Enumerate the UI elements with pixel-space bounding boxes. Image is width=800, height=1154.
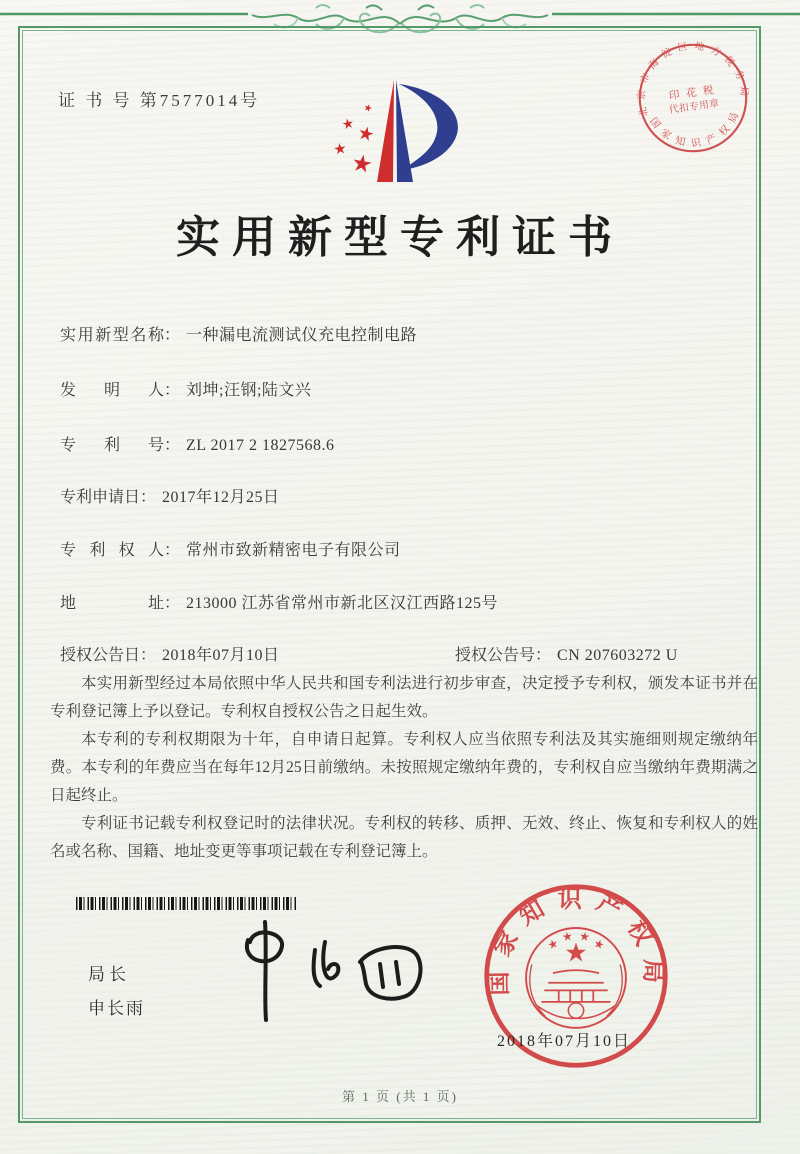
field-row-name	[60, 322, 417, 345]
field-row-patentee	[60, 537, 401, 560]
field-label: 授权公告号	[455, 647, 536, 664]
field-value: 刘坤;汪钢;陆文兴	[186, 382, 312, 399]
field-label: 实用新型名称	[60, 327, 164, 344]
field-colon: ：	[164, 327, 181, 344]
field-label: 专利号	[60, 437, 164, 454]
tax-stamp	[633, 38, 753, 158]
field-row-filing-date	[60, 484, 280, 507]
field-colon: ：	[535, 647, 552, 664]
field-colon: ：	[164, 382, 181, 399]
certificate-title: 实用新型专利证书	[176, 213, 624, 262]
director-signature	[220, 912, 435, 1027]
national-emblem	[526, 928, 626, 1028]
field-colon: ：	[164, 595, 181, 612]
field-row-patent-number	[60, 432, 334, 455]
field-label: 发明人	[60, 382, 164, 399]
field-label: 专利申请日	[60, 489, 141, 506]
field-colon: ：	[164, 542, 181, 559]
field-value: 一种漏电流测试仪充电控制电路	[186, 327, 418, 344]
field-row-grant-date	[60, 642, 678, 665]
field-grant-number	[455, 642, 678, 665]
director-title-label: 局长	[88, 965, 130, 984]
field-label: 授权公告日	[60, 647, 141, 664]
tax-stamp-ring-top-text: 北京市海淀区地方税务局	[636, 40, 750, 118]
field-value: 2017年12月25日	[162, 489, 280, 506]
field-value: CN 207603272 U	[557, 647, 678, 664]
field-value: 213000 江苏省常州市新北区汉江西路125号	[186, 595, 499, 612]
cnipa-logo	[325, 72, 475, 197]
field-row-inventors	[60, 377, 311, 400]
barcode	[76, 897, 296, 910]
svg-text:国家知识产权局	[486, 886, 667, 996]
field-label: 地址	[60, 595, 164, 612]
legal-text-block	[50, 670, 758, 866]
seal-ring-text: 国家知识产权局	[486, 886, 666, 996]
seal-date: 2018年07月10日	[497, 1033, 632, 1050]
legal-paragraph-3: 专利证书记载专利权登记时的法律状况。专利权的转移、质押、无效、终止、恢复和专利权人的姓名或名称、国籍、地址变更等事项记载在专利登记簿上。	[50, 815, 758, 860]
page-number: 第 1 页 (共 1 页)	[342, 1089, 458, 1104]
tax-stamp-ring-bottom-text: 国家知识产权局	[647, 105, 744, 151]
field-value: ZL 2017 2 1827568.6	[186, 437, 335, 454]
tax-stamp-center-line2: 代扣专用章	[668, 98, 721, 116]
field-label: 专利权人	[60, 542, 164, 559]
field-colon: ：	[164, 437, 181, 454]
certificate-number: 证 书 号 第7577014号	[58, 91, 261, 110]
field-colon: ：	[140, 647, 157, 664]
field-colon: ：	[140, 489, 157, 506]
logo-p-mark	[377, 80, 458, 182]
logo-stars	[334, 103, 375, 173]
field-value: 2018年07月10日	[162, 647, 280, 664]
legal-paragraph-1: 本实用新型经过本局依照中华人民共和国专利法进行初步审查，决定授予专利权，颁发本证书并在专利登记簿上予以登记。专利权自授权公告之日起生效。	[50, 675, 758, 720]
director-name: 申长雨	[88, 999, 145, 1018]
tax-stamp-center-line1: 印 花 税	[668, 84, 717, 103]
legal-paragraph-2: 本专利的专利权期限为十年，自申请日起算。专利权人应当依照专利法及其实施细则规定缴纳年费。本专利的年费应当在每年12月25日前缴纳。未按照规定缴纳年费的，专利权自应当缴纳年费期满之日起终止。	[50, 731, 758, 804]
field-row-address	[60, 590, 498, 613]
field-value: 常州市致新精密电子有限公司	[186, 542, 401, 559]
